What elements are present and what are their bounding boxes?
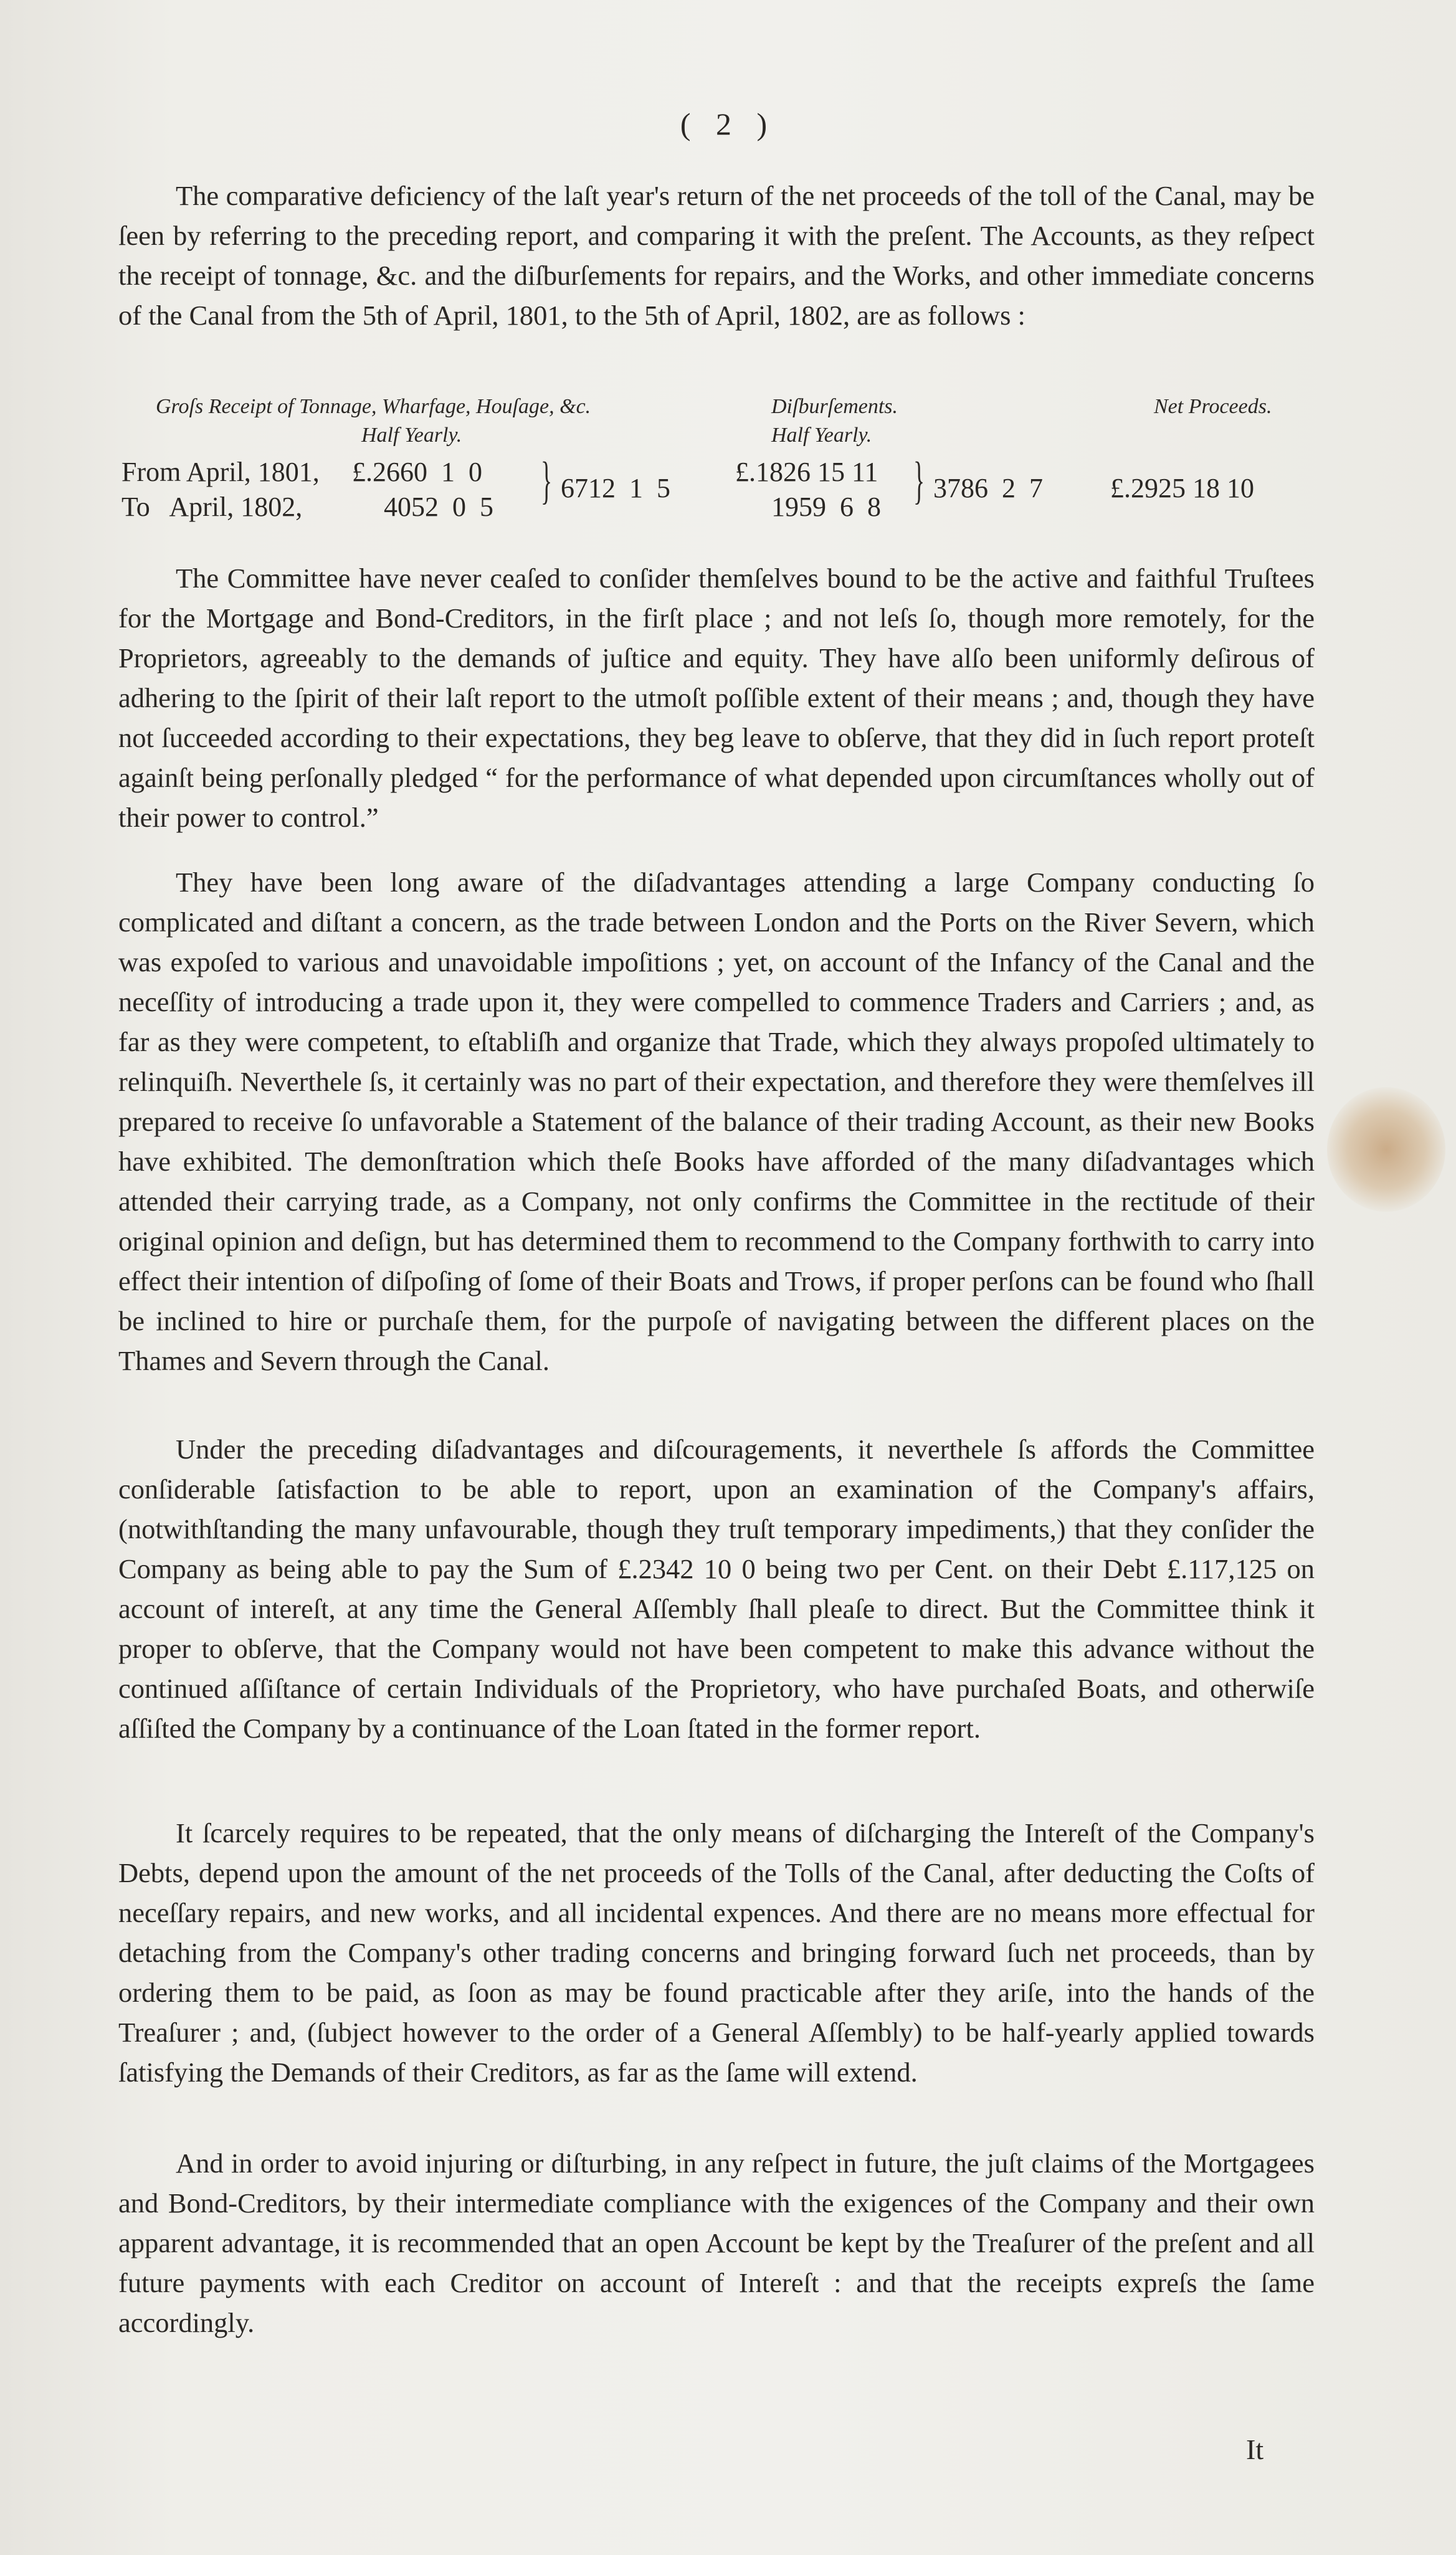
header-disb-line1: Diſburſements. xyxy=(771,395,898,418)
paragraph-4: Under the preceding diſadvantages and diſcouragements, it neverthele ſs affords the Committee conſiderable ſatisfaction to be able to report, upon an examination of the Company's affairs, (notwithſtanding the many unfavourable, though they truſt temporary impediments,) that they conſider the Company as being able to pay the Sum of £.2342 10 0 being two per Cent. on their Debt £.117,125 on account of intereſt, at any time the General Aſſembly ſhall pleaſe to direct. But the Committee think it proper to obſerve, that the Company would not have been competent to make this advance without the continued aſſiſtance of certain Individuals of the Proprietory, who have purchaſed Boats, and otherwiſe aſſiſted the Company by a continuance of the Loan ſtated in the former report. xyxy=(118,1434,1315,1744)
paragraph-1-container xyxy=(118,176,1315,335)
header-net xyxy=(1154,393,1272,421)
disb-total: 3786 2 7 xyxy=(933,473,1043,503)
foxing-stain xyxy=(1327,1087,1445,1212)
header-gross-line1: Groſs Receipt of Tonnage, Wharfage, Houſage, &c. xyxy=(156,395,591,418)
paragraph-2: The Committee have never ceaſed to conſider themſelves bound to be the active and faithful Truſtees for the Mortgage and Bond-Creditors, in the firſt place ; and not leſs ſo, though more remotely, for the Proprietors, agreeably to the demands of juſtice and equity. They have alſo been uniformly deſirous of adhering to the ſpirit of their laſt report to the utmoſt poſſible extent of their means ; and, though they have not ſucceeded according to their expectations, they beg leave to obſerve, that they did in ſuch report proteſt againſt being perſonally pledged “ for the performance of what depended upon circumſtances wholly out of their power to control.” xyxy=(118,563,1315,833)
row-to-disb: 1959 6 8 xyxy=(771,492,881,522)
row-from-disb: £.1826 15 11 xyxy=(735,457,878,487)
page-number: ( 2 ) xyxy=(680,107,776,141)
paragraph-6: And in order to avoid injuring or diſturbing, in any reſpect in future, the juſt claims of the Mortgagees and Bond-Creditors, by their intermediate compliance with the exigences of the Company and their own apparent advantage, it is recommended that an open Account be kept by the Treaſurer of the preſent and all future payments with each Creditor on account of Intereſt : and that the receipts expreſs the ſame accordingly. xyxy=(118,2148,1315,2338)
header-net-line1: Net Proceeds. xyxy=(1154,395,1272,418)
header-disbursements xyxy=(771,393,898,450)
gross-total: 6712 1 5 xyxy=(561,473,670,503)
paragraph-4-container xyxy=(118,1429,1315,1748)
paragraph-3-container xyxy=(118,862,1315,1381)
catchword: It xyxy=(1246,2434,1264,2465)
header-gross xyxy=(156,393,591,450)
paragraph-3: They have been long aware of the diſadvantages attending a large Company conducting ſo complicated and diſtant a concern, as the trade between London and the Ports on the River Severn, which was expoſed to various and unavoidable impoſitions ; yet, on account of the Infancy of the Canal and the neceſſity of introducing a trade upon it, they were compelled to commence Traders and Carriers ; and, as far as they were competent, to eſtabliſh and organize that Trade, which they always propoſed ultimately to relinquiſh. Neverthele ſs, it certainly was no part of their expectation, and therefore they were themſelves ill prepared to receive ſo unfavorable a Statement of the balance of their trading Account, as their new Books have exhibited. The demonſtration which theſe Books have afforded of the many diſadvantages which attended their carrying trade, as a Company, not only confirms the Committee in the rectitude of their original opinion and deſign, but has determined them to recommend to the Company forthwith to carry into effect their intention of diſpoſing of ſome of their Boats and Trows, if proper perſons can be found who ſhall be inclined to hire or purchaſe them, for the purpoſe of navigating between the different places on the Thames and Severn through the Canal. xyxy=(118,867,1315,1376)
brace-gross: } xyxy=(541,452,553,510)
paragraph-6-container xyxy=(118,2143,1315,2343)
paragraph-2-container xyxy=(118,558,1315,837)
paragraph-5-container xyxy=(118,1813,1315,2092)
net-proceeds: £.2925 18 10 xyxy=(1110,473,1254,503)
paragraph-1: The comparative deficiency of the laſt year's return of the net proceeds of the toll of the Canal, may be ſeen by referring to the preceding report, and comparing it with the preſent. The Accounts, as they reſpect the receipt of tonnage, &c. and the diſburſements for repairs, and the Works, and other immediate concerns of the Canal from the 5th of April, 1801, to the 5th of April, 1802, are as follows : xyxy=(118,180,1315,331)
brace-disb: } xyxy=(913,452,925,510)
row-from-label: From April, 1801, xyxy=(121,457,320,487)
header-disb-line2: Half Yearly. xyxy=(771,424,872,447)
header-gross-line2: Half Yearly. xyxy=(361,424,462,447)
row-from-gross: £.2660 1 0 xyxy=(352,457,482,487)
paragraph-5: It ſcarcely requires to be repeated, that the only means of diſcharging the Intereſt of the Company's Debts, depend upon the amount of the net proceeds of the Tolls of the Canal, after deducting the Coſts of neceſſary repairs, and new works, and all incidental expences. And there are no means more effectual for detaching from the Company's other trading concerns and bringing forward ſuch net proceeds, than by ordering them to be paid, as ſoon as may be found practicable after they ariſe, into the hands of the Treaſurer ; and, (ſubject however to the order of a General Aſſembly) to be half-yearly applied towards ſatisfying the Demands of their Creditors, as far as the ſame will extend. xyxy=(118,1817,1315,2088)
row-to-label: To April, 1802, xyxy=(121,492,303,522)
row-to-gross: 4052 0 5 xyxy=(384,492,493,522)
